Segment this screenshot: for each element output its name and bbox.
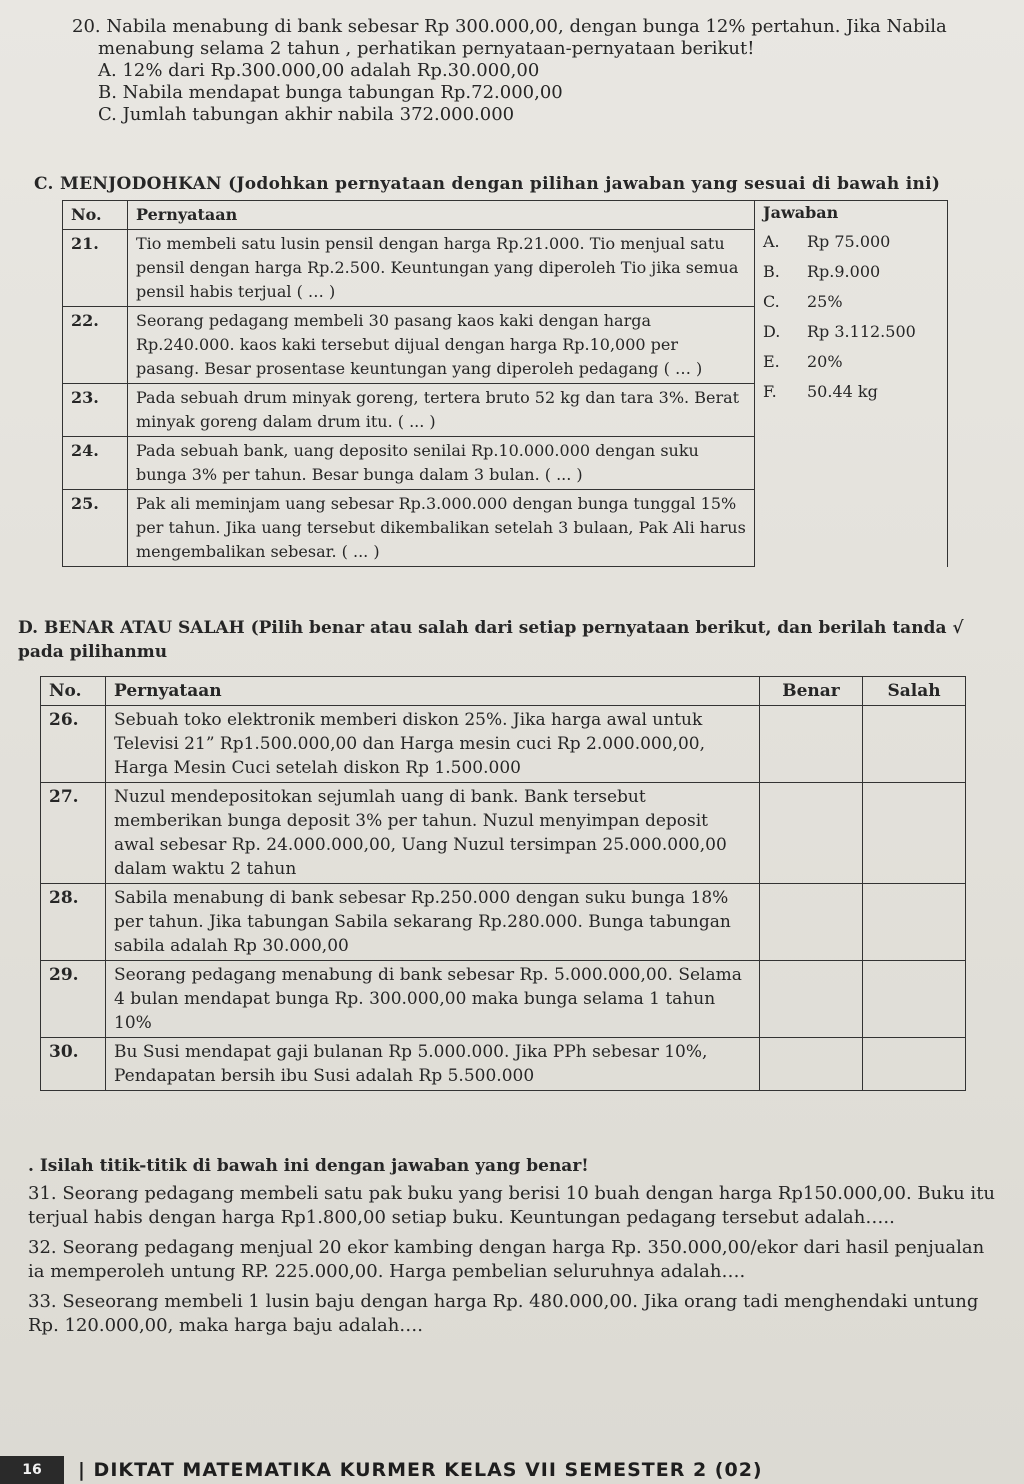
row-number: 28. xyxy=(41,884,106,961)
matching-header-statement: Pernyataan xyxy=(128,201,755,230)
row-number: 21. xyxy=(63,230,128,307)
true-checkbox-cell[interactable] xyxy=(760,1038,863,1091)
answer-letter: E. xyxy=(763,351,780,371)
answer-letter: B. xyxy=(763,261,780,281)
matching-header-no: No. xyxy=(63,201,128,230)
true-checkbox-cell[interactable] xyxy=(760,961,863,1038)
table-row xyxy=(41,706,966,783)
answer-value: 25% xyxy=(807,291,843,311)
question-20-stem-line2: menabung selama 2 tahun , perhatikan pernyataan-pernyataan berikut! xyxy=(98,38,755,59)
statement-text: Pada sebuah drum minyak goreng, tertera bruto 52 kg dan tara 3%. Berat minyak goreng dalam drum itu. ( ... ) xyxy=(128,384,755,437)
statement-text: Bu Susi mendapat gaji bulanan Rp 5.000.000. Jika PPh sebesar 10%, Pendapatan bersih ibu Susi adalah Rp 5.500.000 xyxy=(106,1038,760,1091)
footer-title: | DIKTAT MATEMATIKA KURMER KELAS VII SEMESTER 2 (02) xyxy=(78,1459,763,1481)
statement-text: Sebuah toko elektronik memberi diskon 25%. Jika harga awal untuk Televisi 21” Rp1.500.000,00 dan Harga mesin cuci Rp 2.000.000,00, Harga Mesin Cuci setelah diskon Rp 1.500.000 xyxy=(106,706,760,783)
answer-value: Rp.9.000 xyxy=(807,261,881,281)
answer-choice xyxy=(763,350,939,374)
page-footer xyxy=(0,1456,1024,1484)
statement-text: Seorang pedagang membeli 30 pasang kaos kaki dengan harga Rp.240.000. kaos kaki tersebut dijual dengan harga Rp.10,000 per pasang. Besar prosentase keuntungan yang diperoleh pedagang ( … ) xyxy=(128,307,755,384)
fill-in-questions xyxy=(28,1182,998,1344)
false-checkbox-cell[interactable] xyxy=(863,961,966,1038)
table-row xyxy=(41,1038,966,1091)
page-number: 16 xyxy=(0,1456,64,1484)
answer-choices xyxy=(755,230,948,567)
question-32: 32. Seorang pedagang menjual 20 ekor kambing dengan harga Rp. 350.000,00/ekor dari hasil penjualan ia memperoleh untung RP. 225.000,00. Harga pembelian seluruhnya adalah…. xyxy=(28,1237,985,1282)
tf-header-statement: Pernyataan xyxy=(106,677,760,706)
question-20-stem-line1: 20. Nabila menabung di bank sebesar Rp 300.000,00, dengan bunga 12% pertahun. Jika Nabila xyxy=(72,16,947,37)
matching-header-answer: Jawaban xyxy=(755,201,948,230)
section-d-heading: D. BENAR ATAU SALAH (Pilih benar atau salah dari setiap pernyataan berikut, dan berilah tanda √ pada pilihanmu xyxy=(18,618,964,662)
table-row xyxy=(41,783,966,884)
answer-choice xyxy=(763,230,939,254)
false-checkbox-cell[interactable] xyxy=(863,1038,966,1091)
question-20 xyxy=(72,16,1002,126)
false-checkbox-cell[interactable] xyxy=(863,783,966,884)
answer-choice xyxy=(763,320,939,344)
tf-header-false: Salah xyxy=(863,677,966,706)
answer-choice xyxy=(763,290,939,314)
answer-choice xyxy=(763,380,939,404)
section-c-heading: C. MENJODOHKAN (Jodohkan pernyataan dengan pilihan jawaban yang sesuai di bawah ini) xyxy=(34,174,941,194)
row-number: 25. xyxy=(63,490,128,567)
question-33: 33. Seseorang membeli 1 lusin baju dengan harga Rp. 480.000,00. Jika orang tadi menghendaki untung Rp. 120.000,00, maka harga baju adalah…. xyxy=(28,1291,979,1336)
true-checkbox-cell[interactable] xyxy=(760,884,863,961)
row-number: 22. xyxy=(63,307,128,384)
statement-text: Seorang pedagang menabung di bank sebesar Rp. 5.000.000,00. Selama 4 bulan mendapat bunga Rp. 300.000,00 maka bunga selama 1 tahun 10% xyxy=(106,961,760,1038)
tf-header-no: No. xyxy=(41,677,106,706)
section-e-heading: . Isilah titik-titik di bawah ini dengan jawaban yang benar! xyxy=(28,1156,589,1176)
statement-text: Pada sebuah bank, uang deposito senilai Rp.10.000.000 dengan suku bunga 3% per tahun. Besar bunga dalam 3 bulan. ( ... ) xyxy=(128,437,755,490)
matching-table xyxy=(62,200,948,567)
answer-value: Rp 75.000 xyxy=(807,231,891,251)
question-20-option-c: C. Jumlah tabungan akhir nabila 372.000.000 xyxy=(98,104,515,125)
tf-header-true: Benar xyxy=(760,677,863,706)
statement-text: Tio membeli satu lusin pensil dengan harga Rp.21.000. Tio menjual satu pensil dengan harga Rp.2.500. Keuntungan yang diperoleh Tio jika semua pensil habis terjual ( … ) xyxy=(128,230,755,307)
true-false-table xyxy=(40,676,966,1091)
false-checkbox-cell[interactable] xyxy=(863,706,966,783)
true-checkbox-cell[interactable] xyxy=(760,706,863,783)
statement-text: Pak ali meminjam uang sebesar Rp.3.000.000 dengan bunga tunggal 15% per tahun. Jika uang tersebut dikembalikan setelah 3 bulaan, Pak Ali harus mengembalikan sebesar. ( ... ) xyxy=(128,490,755,567)
answer-letter: D. xyxy=(763,321,781,341)
table-row xyxy=(63,230,948,307)
row-number: 27. xyxy=(41,783,106,884)
row-number: 23. xyxy=(63,384,128,437)
row-number: 29. xyxy=(41,961,106,1038)
true-checkbox-cell[interactable] xyxy=(760,783,863,884)
row-number: 26. xyxy=(41,706,106,783)
statement-text: Nuzul mendepositokan sejumlah uang di bank. Bank tersebut memberikan bunga deposit 3% per tahun. Nuzul menyimpan deposit awal sebesar Rp. 24.000.000,00, Uang Nuzul tersimpan 25.000.000,00 dalam waktu 2 tahun xyxy=(106,783,760,884)
answer-value: Rp 3.112.500 xyxy=(807,321,916,341)
answer-letter: F. xyxy=(763,381,777,401)
question-20-option-b: B. Nabila mendapat bunga tabungan Rp.72.000,00 xyxy=(98,82,563,103)
question-20-option-a: A. 12% dari Rp.300.000,00 adalah Rp.30.000,00 xyxy=(98,60,540,81)
statement-text: Sabila menabung di bank sebesar Rp.250.000 dengan suku bunga 18% per tahun. Jika tabungan Sabila sekarang Rp.280.000. Bunga tabungan sabila adalah Rp 30.000,00 xyxy=(106,884,760,961)
answer-letter: A. xyxy=(763,231,780,251)
answer-value: 20% xyxy=(807,351,843,371)
answer-choice xyxy=(763,260,939,284)
table-row xyxy=(41,961,966,1038)
table-row xyxy=(41,884,966,961)
answer-value: 50.44 kg xyxy=(807,381,878,401)
answer-letter: C. xyxy=(763,291,780,311)
row-number: 24. xyxy=(63,437,128,490)
row-number: 30. xyxy=(41,1038,106,1091)
false-checkbox-cell[interactable] xyxy=(863,884,966,961)
question-31: 31. Seorang pedagang membeli satu pak buku yang berisi 10 buah dengan harga Rp150.000,00. Buku itu terjual habis dengan harga Rp1.800,00 setiap buku. Keuntungan pedagang tersebut adalah….. xyxy=(28,1183,996,1228)
